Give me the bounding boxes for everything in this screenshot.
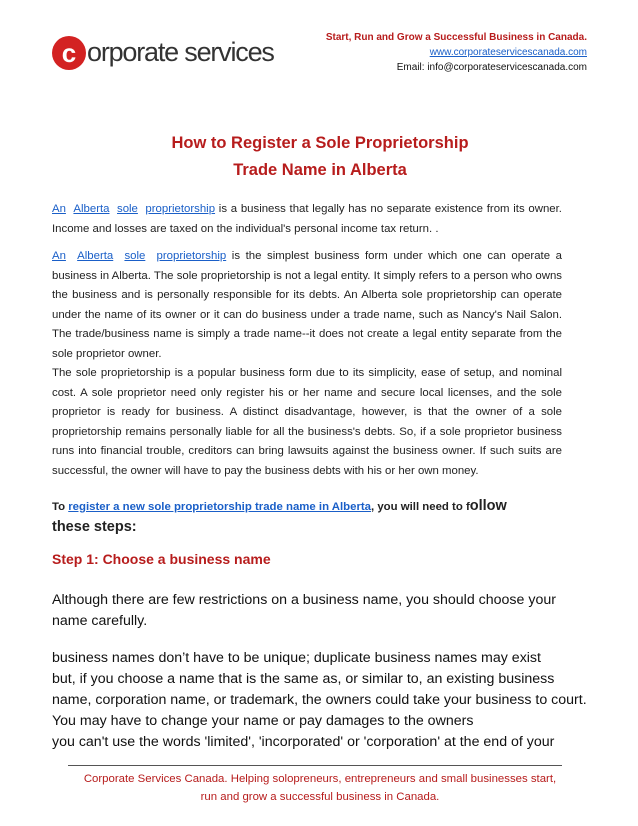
title-line-1: How to Register a Sole Proprietorship bbox=[171, 134, 469, 152]
footer-line-2: run and grow a successful business in Canada. bbox=[200, 791, 440, 803]
header-contact bbox=[326, 30, 587, 75]
page-title bbox=[52, 130, 588, 184]
link-alberta[interactable]: Alberta bbox=[73, 203, 110, 215]
steps-intro-after: , you will need to f bbox=[371, 501, 470, 513]
logo-text: orporate services bbox=[87, 36, 274, 67]
paragraph-definition bbox=[52, 247, 562, 364]
link-sole[interactable]: sole bbox=[117, 203, 138, 215]
paragraph-name-rules bbox=[52, 648, 588, 753]
steps-intro-big: these steps: bbox=[52, 518, 137, 535]
link-proprietorship[interactable]: proprietorship bbox=[156, 250, 227, 262]
paragraph-popularity: The sole proprietorship is a popular business form due to its simplicity, ease of setup, and nominal cost. A sole proprietor need only register his or her name and secure local licenses, and the sole proprietor is ready for business. A distinct disadvantage, however, is that the owner of a sole proprietorship remains personally liable for all the business's debts. So, if a sole proprietor business runs into financial trouble, creditors can bring lawsuits against the business owner. If such suits are successful, the owner will have to pay the business debts with his or her own money. bbox=[52, 367, 562, 477]
paragraph-name-caution bbox=[52, 590, 588, 632]
register-link[interactable]: register a new sole proprietorship trade name in Alberta bbox=[68, 501, 372, 513]
link-an[interactable]: An bbox=[52, 250, 66, 262]
paragraph-intro bbox=[52, 200, 562, 239]
company-logo bbox=[52, 33, 274, 73]
step-1-heading: Step 1: Choose a business name bbox=[52, 551, 271, 567]
text-line: you can't use the words 'limited', 'incorporated' or 'corporation' at the end of your bbox=[52, 734, 555, 750]
link-an[interactable]: An bbox=[52, 203, 66, 215]
website-link[interactable]: www.corporateservicescanada.com bbox=[429, 47, 587, 58]
page-footer bbox=[52, 770, 588, 806]
steps-intro-before: To bbox=[52, 501, 69, 513]
paragraph-intro-text: is a business that legally has no separate existence from its owner. Income and losses are taxed on the individual's personal income tax return. . bbox=[52, 203, 562, 235]
footer-divider bbox=[68, 765, 562, 766]
footer-line-1: Corporate Services Canada. Helping solopreneurs, entrepreneurs and small businesses start, bbox=[83, 773, 557, 785]
steps-intro-follow: ollow bbox=[469, 498, 507, 514]
paragraph-steps-intro bbox=[52, 497, 588, 538]
link-sole[interactable]: sole bbox=[124, 250, 146, 262]
text-line: but, if you choose a name that is the same as, or similar to, an existing business bbox=[52, 671, 555, 687]
text-line: name carefully. bbox=[52, 613, 148, 629]
link-alberta[interactable]: Alberta bbox=[77, 250, 114, 262]
text-line: name, corporation name, or trademark, the owners could take your business to court. bbox=[52, 692, 587, 708]
header-tagline: Start, Run and Grow a Successful Business in Canada. bbox=[325, 32, 587, 43]
logo-mark: c bbox=[52, 36, 86, 70]
text-line: You may have to change your name or pay damages to the owners bbox=[52, 713, 474, 729]
text-line: Although there are few restrictions on a business name, you should choose your bbox=[52, 592, 556, 608]
link-proprietorship[interactable]: proprietorship bbox=[145, 203, 216, 215]
paragraph-definition-text: is the simplest business form under which one can operate a business in Alberta. The sole proprietorship is not a legal entity. It simply refers to a person who owns the business and is personally responsible for its debts. An Alberta sole proprietorship can operate under the name of its owner or it can do business under a trade name, such as Nancy's Nail Salon. The trade/business name is simply a trade name--it does not create a legal entity separate from the sole proprietor owner. bbox=[52, 250, 562, 360]
text-line: business names don’t have to be unique; duplicate business names may exist bbox=[52, 650, 541, 666]
title-line-2: Trade Name in Alberta bbox=[233, 161, 407, 179]
header-email: Email: info@corporateservicescanada.com bbox=[396, 62, 587, 73]
